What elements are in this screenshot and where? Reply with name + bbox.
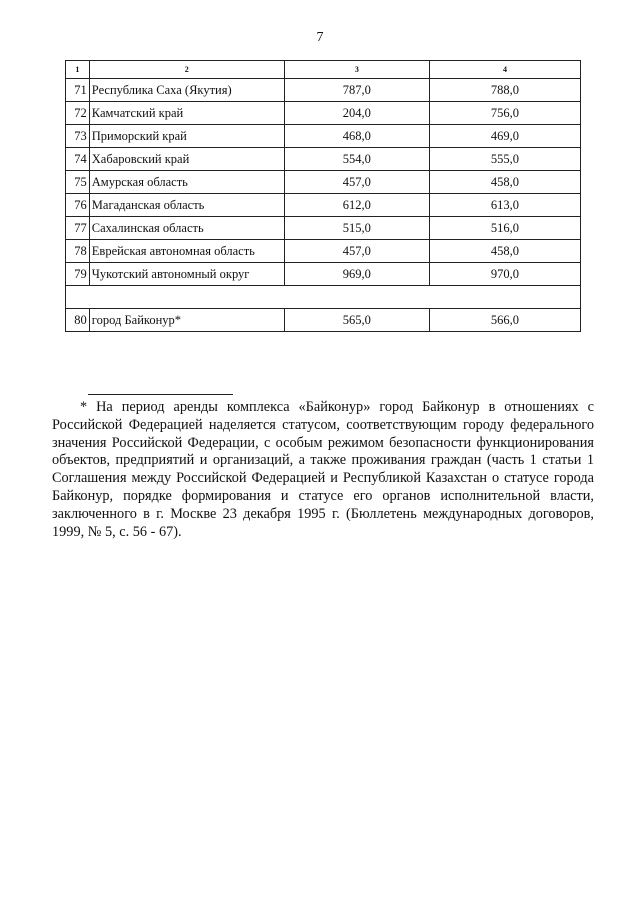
row-number: 73: [66, 125, 90, 148]
region-name: Магаданская область: [89, 194, 284, 217]
footnote-separator: [88, 394, 233, 395]
row-number: 76: [66, 194, 90, 217]
footnote: * На период аренды комплекса «Байконур» город Байконур в отношениях с Российской Федерацией наделяется статусом, соответствующим городу федерального значения Российской Федерации, с особым режимом безопасности функционирования объектов, предприятий и организаций, а также проживания граждан (часть 1 статьи 1 Соглашения между Российской Федерацией и Республикой Казахстан о статусе города Байконур, порядке формирования и статусе его органов исполнительной власти, заключенного в г. Москве 23 декабря 1995 г. (Бюллетень международных договоров, 1999, № 5, с. 56 - 67).: [52, 399, 594, 540]
table-row: [66, 263, 581, 286]
value-col4: 566,0: [429, 309, 580, 332]
table-row: [66, 217, 581, 240]
value-col4: 469,0: [429, 125, 580, 148]
row-number: 72: [66, 102, 90, 125]
region-name: Республика Саха (Якутия): [89, 79, 284, 102]
value-col3: 468,0: [284, 125, 429, 148]
region-name: Сахалинская область: [89, 217, 284, 240]
table-row: [66, 194, 581, 217]
row-number: 74: [66, 148, 90, 171]
value-col3: 457,0: [284, 171, 429, 194]
empty-cell: [66, 286, 581, 309]
column-header: 1: [66, 61, 90, 79]
value-col4: 458,0: [429, 171, 580, 194]
value-col3: 565,0: [284, 309, 429, 332]
value-col4: 555,0: [429, 148, 580, 171]
column-header: 4: [429, 61, 580, 79]
region-name: Приморский край: [89, 125, 284, 148]
region-name: Камчатский край: [89, 102, 284, 125]
column-header: 2: [89, 61, 284, 79]
value-col4: 788,0: [429, 79, 580, 102]
value-col4: 516,0: [429, 217, 580, 240]
table-row: [66, 125, 581, 148]
table-row: [66, 102, 581, 125]
table-row: [66, 309, 581, 332]
value-col3: 612,0: [284, 194, 429, 217]
region-name: город Байконур*: [89, 309, 284, 332]
table-row: [66, 79, 581, 102]
table-row: [66, 148, 581, 171]
column-header: 3: [284, 61, 429, 79]
value-col3: 204,0: [284, 102, 429, 125]
row-number: 71: [66, 79, 90, 102]
value-col4: 613,0: [429, 194, 580, 217]
value-col3: 787,0: [284, 79, 429, 102]
value-col3: 515,0: [284, 217, 429, 240]
empty-row: [66, 286, 581, 309]
data-table: [65, 60, 581, 332]
region-name: Еврейская автономная область: [89, 240, 284, 263]
region-name: Чукотский автономный округ: [89, 263, 284, 286]
value-col4: 458,0: [429, 240, 580, 263]
row-number: 79: [66, 263, 90, 286]
table-row: [66, 171, 581, 194]
row-number: 77: [66, 217, 90, 240]
value-col3: 457,0: [284, 240, 429, 263]
region-name: Хабаровский край: [89, 148, 284, 171]
table-header-row: [66, 61, 581, 79]
region-name: Амурская область: [89, 171, 284, 194]
page-number: 7: [316, 30, 324, 45]
value-col3: 969,0: [284, 263, 429, 286]
row-number: 80: [66, 309, 90, 332]
row-number: 75: [66, 171, 90, 194]
value-col3: 554,0: [284, 148, 429, 171]
row-number: 78: [66, 240, 90, 263]
table-row: [66, 240, 581, 263]
value-col4: 970,0: [429, 263, 580, 286]
value-col4: 756,0: [429, 102, 580, 125]
